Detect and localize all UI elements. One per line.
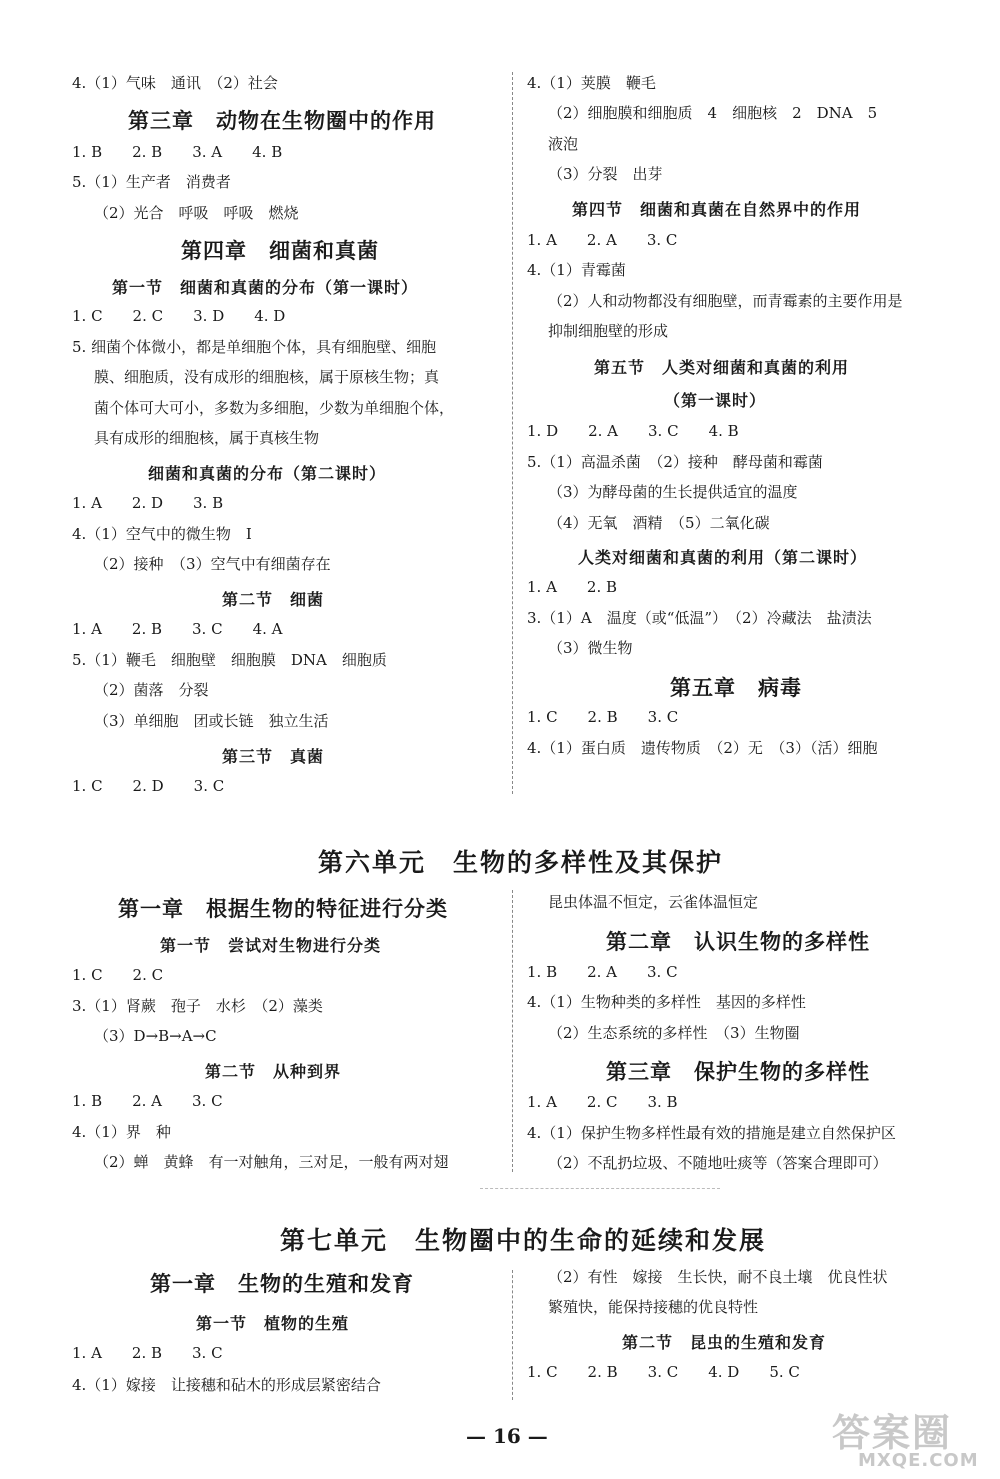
unit-title: 第六单元 生物的多样性及其保护	[318, 848, 724, 877]
answer-line: 3.（1）A 温度（或“低温”） （2）冷藏法 盐渍法	[527, 609, 872, 627]
answer-line: 5.（1）生产者 消费者	[72, 173, 231, 191]
answer-line: 1. C 2. C 3. D 4. D	[72, 307, 286, 325]
answer-line: 1. A 2. B	[527, 578, 618, 596]
answer-line: 液泡	[548, 135, 579, 153]
answer-line: 4.（1）青霉菌	[527, 261, 626, 279]
answer-line: 1. B 2. A 3. C	[72, 1092, 223, 1110]
answer-line: 膜、细胞质，没有成形的细胞核，属于原核生物；真	[94, 368, 440, 386]
answer-line: 1. A 2. D 3. B	[72, 494, 224, 512]
answer-line: 1. A 2. A 3. C	[527, 231, 678, 249]
answer-line: 4.（1）生物种类的多样性 基因的多样性	[527, 993, 806, 1011]
answer-line: 1. C 2. B 3. C 4. D 5. C	[527, 1363, 800, 1381]
answer-line: 5.（1）鞭毛 细胞壁 细胞膜 DNA 细胞质	[72, 651, 387, 669]
answer-line: 4.（1）嫁接 让接穗和砧木的形成层紧密结合	[72, 1376, 381, 1394]
chapter-heading: 第四章 细菌和真菌	[181, 238, 379, 263]
answer-line: （3）单细胞 团或长链 独立生活	[94, 712, 329, 730]
answer-line: 1. C 2. B 3. C	[527, 708, 679, 726]
column-divider	[512, 72, 513, 794]
answer-line: 菌个体可大可小，多数为多细胞，少数为单细胞个体，	[94, 399, 455, 417]
answer-line: （2）不乱扔垃圾、不随地吐痰等（答案合理即可）	[548, 1154, 888, 1172]
chapter-heading: 第一章 生物的生殖和发育	[150, 1271, 414, 1296]
answer-line: 1. A 2. B 3. C 4. A	[72, 620, 283, 638]
section-heading: 第三节 真菌	[222, 747, 325, 766]
answer-line: 4.（1）保护生物多样性最有效的措施是建立自然保护区	[527, 1124, 896, 1142]
answer-line: （2）菌落 分裂	[94, 681, 209, 699]
answer-line: 1. D 2. A 3. C 4. B	[527, 422, 739, 440]
answer-line: （3）D→B→A→C	[94, 1027, 217, 1045]
answer-line: 抑制细胞壁的形成	[548, 322, 669, 340]
section-heading: 第五节 人类对细菌和真菌的利用	[594, 358, 850, 377]
watermark-url: MXQE.COM	[858, 1450, 979, 1471]
answer-line: （3）为酵母菌的生长提供适宜的温度	[548, 483, 798, 501]
answer-line: 繁殖快，能保持接穗的优良特性	[548, 1298, 759, 1316]
answer-line: 1. C 2. C	[72, 966, 164, 984]
unit-title: 第七单元 生物圈中的生命的延续和发展	[280, 1226, 767, 1255]
answer-line: （3）分裂 出芽	[548, 165, 663, 183]
answer-line: 4.（1）空气中的微生物 Ⅰ	[72, 525, 252, 543]
section-heading: 第一节 细菌和真菌的分布（第一课时）	[112, 278, 419, 297]
column-divider	[512, 1270, 513, 1400]
section-heading: 第二节 细菌	[222, 590, 325, 609]
separator-line	[480, 1188, 720, 1189]
answer-line: （2）人和动物都没有细胞壁，而青霉素的主要作用是	[548, 292, 903, 310]
answer-line: 4.（1）荚膜 鞭毛	[527, 74, 656, 92]
answer-line: 1. A 2. C 3. B	[527, 1093, 678, 1111]
answer-line: （3）微生物	[548, 639, 633, 657]
watermark-logo: 答案圈	[832, 1411, 953, 1455]
answer-line: （4）无氧 酒精 （5）二氧化碳	[548, 514, 770, 532]
answer-line: 3.（1）肾蕨 孢子 水杉 （2）藻类	[72, 997, 323, 1015]
answer-line: 具有成形的细胞核，属于真核生物	[94, 429, 320, 447]
answer-line: 1. A 2. B 3. C	[72, 1344, 223, 1362]
section-heading: 第二节 昆虫的生殖和发育	[622, 1333, 827, 1352]
answer-line: 5.（1）高温杀菌 （2）接种 酵母菌和霉菌	[527, 453, 823, 471]
page-number: — 16 —	[466, 1424, 548, 1448]
section-subheading: （第一课时）	[664, 391, 767, 410]
section-heading: 第四节 细菌和真菌在自然界中的作用	[572, 200, 862, 219]
answer-line: 4.（1）界 种	[72, 1123, 171, 1141]
answer-line: 5. 细菌个体微小，都是单细胞个体，具有细胞壁、细胞	[72, 338, 437, 356]
answer-line: 1. C 2. D 3. C	[72, 777, 225, 795]
chapter-heading: 第三章 保护生物的多样性	[606, 1059, 870, 1084]
answer-line: 1. B 2. B 3. A 4. B	[72, 143, 283, 161]
section-heading: 细菌和真菌的分布（第二课时）	[148, 464, 387, 483]
chapter-heading: 第五章 病毒	[670, 675, 802, 700]
answer-line: （2）有性 嫁接 生长快，耐不良土壤 优良性状	[548, 1268, 888, 1286]
answer-line: 昆虫体温不恒定，云雀体温恒定	[548, 893, 759, 911]
column-divider	[512, 890, 513, 1172]
answer-line: 4.（1）蛋白质 遗传物质 （2）无 （3）（活）细胞	[527, 739, 878, 757]
section-heading: 第一节 植物的生殖	[196, 1314, 350, 1333]
answer-line: （2）接种 （3）空气中有细菌存在	[94, 555, 331, 573]
section-heading: 人类对细菌和真菌的利用（第二课时）	[578, 548, 868, 567]
section-heading: 第一节 尝试对生物进行分类	[160, 936, 382, 955]
chapter-heading: 第二章 认识生物的多样性	[606, 929, 870, 954]
answer-line: （2）蝉 黄蜂 有一对触角，三对足，一般有两对翅	[94, 1153, 449, 1171]
section-heading: 第二节 从种到界	[205, 1062, 342, 1081]
answer-line: 4.（1）气味 通讯 （2）社会	[72, 74, 278, 92]
answer-line: （2）生态系统的多样性 （3）生物圈	[548, 1024, 800, 1042]
answer-line: （2）细胞膜和细胞质 4 细胞核 2 DNA 5	[548, 104, 878, 122]
answer-line: （2）光合 呼吸 呼吸 燃烧	[94, 204, 299, 222]
answer-line: 1. B 2. A 3. C	[527, 963, 678, 981]
chapter-heading: 第三章 动物在生物圈中的作用	[128, 108, 436, 133]
chapter-heading: 第一章 根据生物的特征进行分类	[118, 896, 448, 921]
